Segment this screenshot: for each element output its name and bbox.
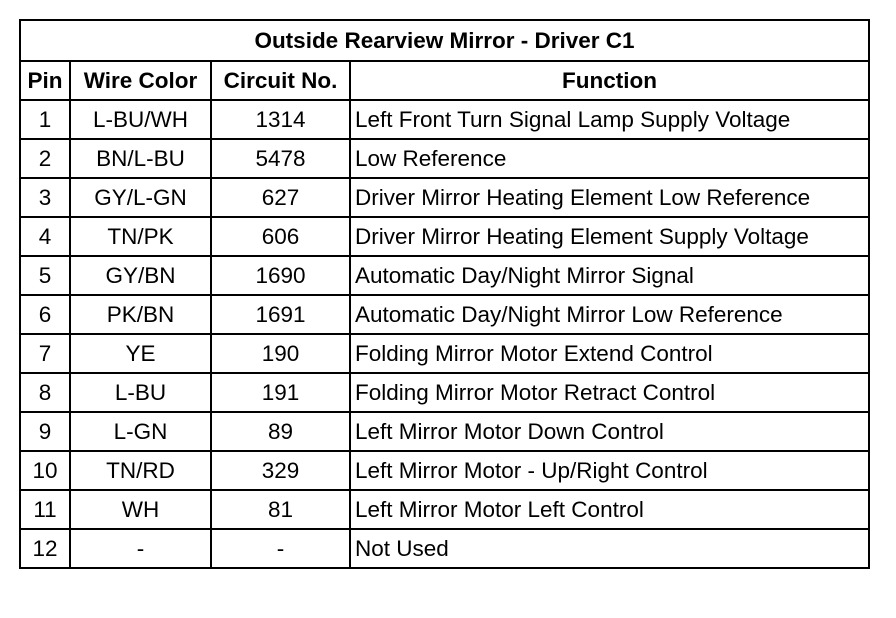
circuit-no-cell: 606 [211,217,350,256]
table-row [20,178,869,217]
table-row [20,490,869,529]
pin-cell: 9 [20,412,70,451]
table-title: Outside Rearview Mirror - Driver C1 [20,20,869,61]
function-cell: Driver Mirror Heating Element Supply Voltage [350,217,869,256]
header-circuit-no: Circuit No. [211,61,350,100]
circuit-no-cell: 1691 [211,295,350,334]
function-cell: Folding Mirror Motor Retract Control [350,373,869,412]
wire-color-cell: YE [70,334,211,373]
function-cell: Left Mirror Motor Left Control [350,490,869,529]
circuit-no-cell: 89 [211,412,350,451]
pin-cell: 4 [20,217,70,256]
circuit-no-cell: 1314 [211,100,350,139]
circuit-no-cell: 191 [211,373,350,412]
function-cell: Left Mirror Motor - Up/Right Control [350,451,869,490]
pin-cell: 12 [20,529,70,568]
wire-color-cell: L-BU [70,373,211,412]
wire-color-cell: GY/BN [70,256,211,295]
function-cell: Left Front Turn Signal Lamp Supply Voltage [350,100,869,139]
table-row [20,451,869,490]
circuit-no-cell: 329 [211,451,350,490]
table-body [20,100,869,568]
wire-color-cell: - [70,529,211,568]
header-pin: Pin [20,61,70,100]
circuit-no-cell: - [211,529,350,568]
wire-color-cell: L-GN [70,412,211,451]
table-row [20,217,869,256]
pin-cell: 6 [20,295,70,334]
function-cell: Folding Mirror Motor Extend Control [350,334,869,373]
wire-color-cell: WH [70,490,211,529]
table-row [20,295,869,334]
table-row [20,256,869,295]
table-row [20,100,869,139]
function-cell: Automatic Day/Night Mirror Low Reference [350,295,869,334]
function-cell: Low Reference [350,139,869,178]
pin-cell: 11 [20,490,70,529]
pin-cell: 10 [20,451,70,490]
header-wire-color: Wire Color [70,61,211,100]
function-cell: Driver Mirror Heating Element Low Reference [350,178,869,217]
wire-color-cell: L-BU/WH [70,100,211,139]
circuit-no-cell: 1690 [211,256,350,295]
wire-color-cell: PK/BN [70,295,211,334]
circuit-no-cell: 5478 [211,139,350,178]
table-row [20,334,869,373]
table-row [20,139,869,178]
pin-cell: 2 [20,139,70,178]
wire-color-cell: BN/L-BU [70,139,211,178]
pin-cell: 3 [20,178,70,217]
wire-color-cell: TN/PK [70,217,211,256]
function-cell: Left Mirror Motor Down Control [350,412,869,451]
connector-pinout-table [19,19,870,569]
pin-cell: 8 [20,373,70,412]
circuit-no-cell: 81 [211,490,350,529]
table-row [20,373,869,412]
circuit-no-cell: 627 [211,178,350,217]
header-row [20,61,869,100]
title-row [20,20,869,61]
pin-cell: 1 [20,100,70,139]
wire-color-cell: TN/RD [70,451,211,490]
table-row [20,412,869,451]
table-row [20,529,869,568]
header-function: Function [350,61,869,100]
pin-cell: 7 [20,334,70,373]
function-cell: Not Used [350,529,869,568]
circuit-no-cell: 190 [211,334,350,373]
wire-color-cell: GY/L-GN [70,178,211,217]
function-cell: Automatic Day/Night Mirror Signal [350,256,869,295]
pin-cell: 5 [20,256,70,295]
